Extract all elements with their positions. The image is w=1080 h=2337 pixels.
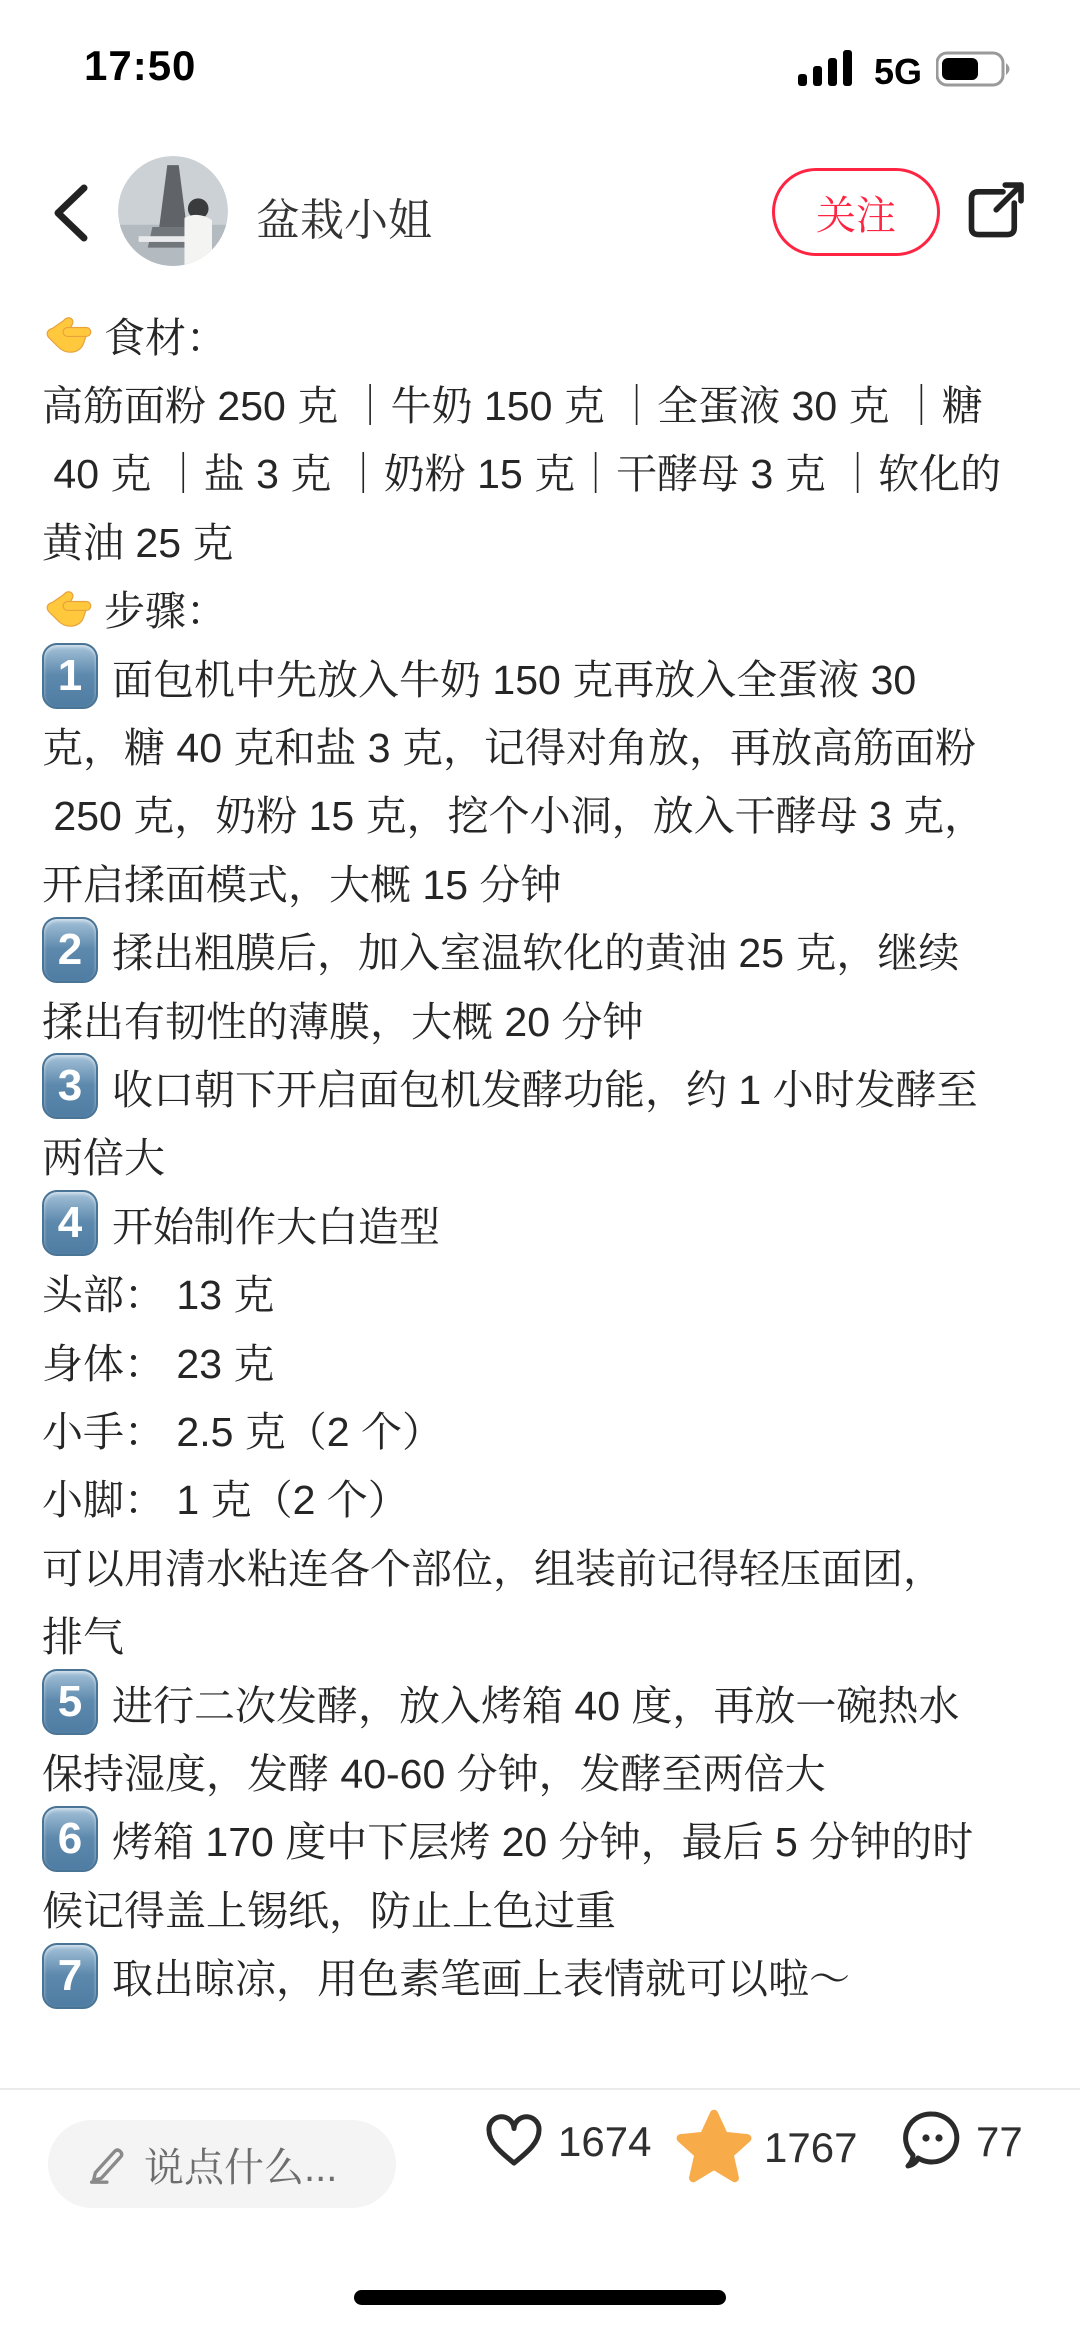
post-line	[42, 847, 1050, 915]
post-line	[42, 1189, 1050, 1257]
comment-count: 77	[976, 2117, 1023, 2165]
post-line	[42, 1463, 1050, 1531]
post-line-text: 小脚： 1 克（2 个）	[42, 1477, 409, 1524]
post-line-text: 小手： 2.5 克（2 个）	[42, 1408, 443, 1455]
post-line	[42, 1736, 1050, 1804]
post-line-text: 两倍大	[42, 1135, 165, 1182]
post-line-text: 可以用清水粘连各个部位，组装前记得轻压面团，	[42, 1545, 944, 1592]
bottom-action-bar	[0, 2090, 1080, 2270]
post-line	[42, 1326, 1050, 1394]
post-line-text: 头部： 13 克	[42, 1272, 275, 1319]
comment-button[interactable]	[900, 2108, 1023, 2175]
post-line	[42, 916, 1050, 984]
header	[0, 138, 1080, 288]
battery-icon	[936, 49, 1016, 94]
post-line-text: 候记得盖上锡纸，防止上色过重	[42, 1887, 616, 1934]
step-number-badge: 3	[42, 1053, 98, 1119]
post-line	[42, 1873, 1050, 1941]
back-button[interactable]	[42, 180, 102, 246]
home-indicator[interactable]	[354, 2290, 726, 2305]
post-line-text: 高筋面粉 250 克 ｜牛奶 150 克 ｜全蛋液 30 克 ｜糖	[42, 383, 983, 430]
post-line-text: 开始制作大白造型	[112, 1203, 440, 1250]
post-line-text: 面包机中先放入牛奶 150 克再放入全蛋液 30	[112, 656, 917, 703]
post-line	[42, 1531, 1050, 1599]
post-line	[42, 1121, 1050, 1189]
share-icon[interactable]	[958, 176, 1030, 248]
pointing-finger-emoji	[42, 308, 94, 360]
post-line-text: 烤箱 170 度中下层烤 20 分钟，最后 5 分钟的时	[112, 1819, 974, 1866]
clock: 17:50	[84, 42, 197, 89]
avatar[interactable]	[118, 156, 228, 266]
step-number-badge: 7	[42, 1943, 98, 2009]
like-count: 1674	[558, 2117, 652, 2165]
post-line	[42, 984, 1050, 1052]
post-line	[42, 1394, 1050, 1462]
signal-strength-icon	[798, 48, 860, 95]
post-line	[42, 642, 1050, 710]
post-line	[42, 300, 1050, 368]
collect-button[interactable]	[676, 2108, 857, 2187]
post-line	[42, 779, 1050, 847]
step-number-badge: 1	[42, 643, 98, 709]
post-line-text: 揉出有韧性的薄膜，大概 20 分钟	[42, 998, 644, 1045]
post-line-text: 食材：	[104, 314, 227, 361]
comment-input[interactable]	[48, 2120, 396, 2208]
post-line-text: 取出晾凉，用色素笔画上表情就可以啦～	[112, 1956, 850, 2003]
post-line	[42, 1052, 1050, 1120]
post-line	[42, 1805, 1050, 1873]
collect-count: 1767	[764, 2123, 858, 2171]
post-line	[42, 437, 1050, 505]
post-line	[42, 1257, 1050, 1325]
step-number-badge: 6	[42, 1806, 98, 1872]
star-icon	[676, 2108, 752, 2187]
post-line	[42, 1941, 1050, 2009]
post-line-text: 步骤：	[104, 588, 227, 635]
step-number-badge: 4	[42, 1190, 98, 1256]
post-line	[42, 710, 1050, 778]
like-button[interactable]	[482, 2108, 651, 2175]
post-line-text: 保持湿度，发酵 40-60 分钟，发酵至两倍大	[42, 1750, 826, 1797]
comment-placeholder: 说点什么...	[144, 2145, 338, 2190]
post-line	[42, 1668, 1050, 1736]
post-line-text: 进行二次发酵，放入烤箱 40 度，再放一碗热水	[112, 1682, 960, 1729]
post-line-text: 身体： 23 克	[42, 1340, 275, 1387]
post-line-text: 40 克 ｜盐 3 克 ｜奶粉 15 克｜干酵母 3 克 ｜软化的	[42, 451, 1002, 498]
username[interactable]: 盆栽小姐	[256, 196, 432, 245]
pointing-finger-emoji	[42, 582, 94, 634]
step-number-badge: 5	[42, 1669, 98, 1735]
status-bar	[0, 0, 1080, 110]
follow-button[interactable]: 关注	[772, 168, 940, 256]
comment-bubble-icon	[900, 2108, 964, 2175]
post-line-text: 克，糖 40 克和盐 3 克，记得对角放，再放高筋面粉	[42, 725, 976, 772]
post-body	[42, 300, 1050, 2010]
step-number-badge: 2	[42, 917, 98, 983]
post-line-text: 排气	[42, 1614, 124, 1661]
post-line	[42, 574, 1050, 642]
post-line-text: 收口朝下开启面包机发酵功能，约 1 小时发酵至	[112, 1066, 978, 1113]
pencil-icon	[82, 2140, 128, 2189]
post-line	[42, 368, 1050, 436]
post-line	[42, 505, 1050, 573]
heart-icon	[482, 2108, 546, 2175]
network-type-label: 5G	[873, 50, 922, 92]
post-line-text: 揉出粗膜后，加入室温软化的黄油 25 克，继续	[112, 930, 960, 977]
post-line-text: 黄油 25 克	[42, 519, 234, 566]
post-line-text: 开启揉面模式，大概 15 分钟	[42, 861, 562, 908]
post-line-text: 250 克，奶粉 15 克，挖个小洞，放入干酵母 3 克，	[42, 793, 986, 840]
post-line	[42, 1599, 1050, 1667]
